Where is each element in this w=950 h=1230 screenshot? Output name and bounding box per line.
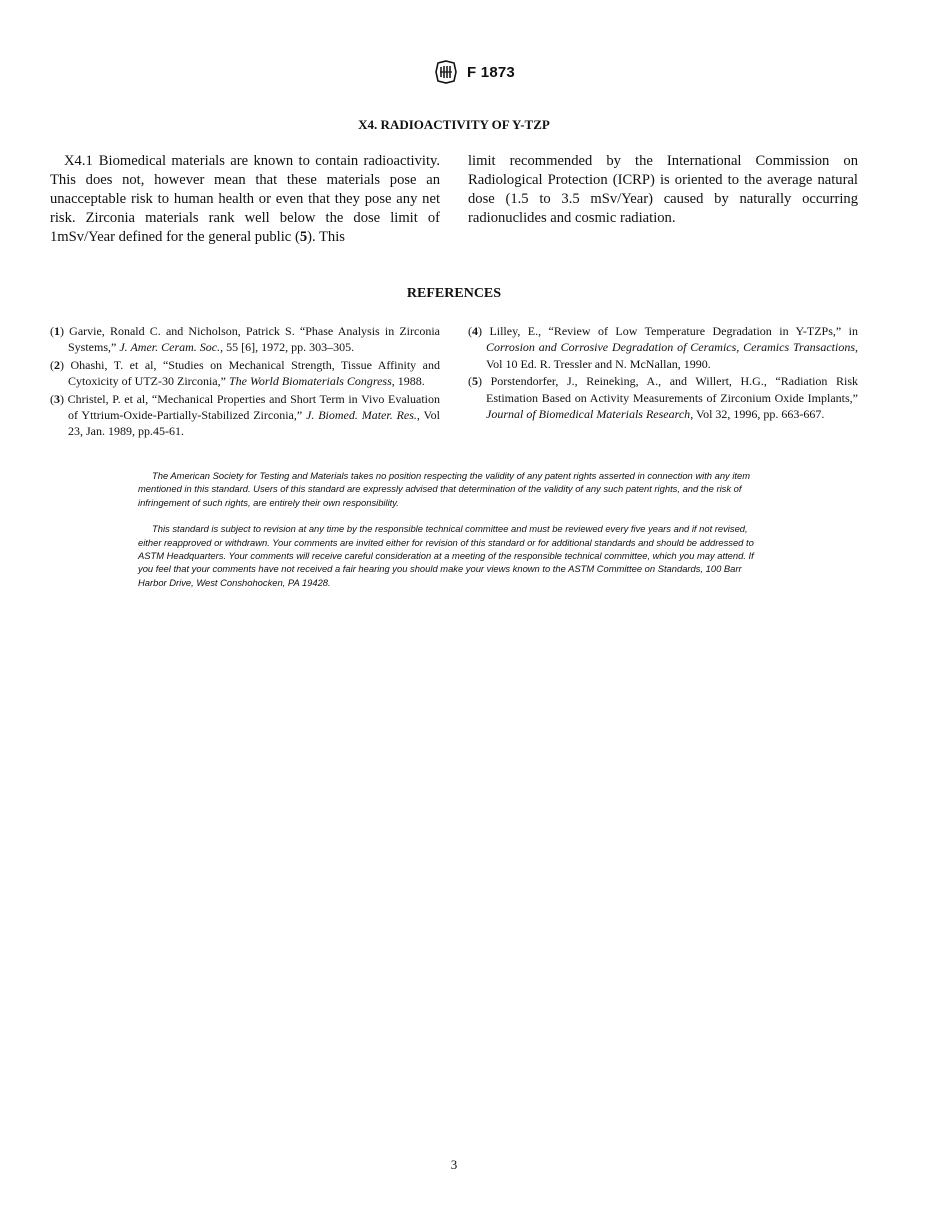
- body-column-left: [50, 152, 440, 247]
- reference-number: 3: [54, 391, 60, 406]
- references-column-right: [468, 323, 858, 423]
- reference-number: 4: [472, 324, 478, 338]
- paragraph-text-left: Biomedical materials are known to contain radioactivity. This does not, however mean that these materials pose an unacceptable risk to human health or even that they pose any net risk. Zirconia materials rank well below the dose limit of 1mSv/Year defined for the general public: [50, 153, 440, 245]
- reference-source: J. Amer. Ceram. Soc.: [119, 340, 221, 355]
- reference-number: 2: [54, 357, 60, 372]
- reference-item: (3) Christel, P. et al, “Mechanical Properties and Short Term in Vivo Evaluation of Yttrium-Oxide-Partially-Stabilized Zirconia,” J. Biomed. Mater. Res., Vol 23, Jan. 1989, pp.45-61.: [50, 391, 440, 439]
- paragraph-text-right: limit recommended by the International Commission on Radiological Protection (ICRP) is oriented to the average natural dose (1.5 to 3.5 mSv/Year) caused by naturally occurring radionuclides and cosmic radiation.: [468, 153, 858, 226]
- ref-close: ). This: [307, 229, 345, 245]
- patent-notice: The American Society for Testing and Materials takes no position respecting the validity of any patent rights asserted in connection with any item mentioned in this standard. Users of this standard are expressly advised that determination of the validity of any such patent rights, and the risk of infringement of such rights, are entirely their own responsibility.: [138, 470, 751, 508]
- references-column-left: [50, 323, 440, 441]
- reference-source: The World Biomaterials Congress: [228, 374, 392, 389]
- document-header: [0, 60, 950, 84]
- reference-text: Garvie, Ronald C. and Nicholson, Patrick S. “Phase Analysis in Zirconia Systems,”: [68, 324, 440, 355]
- reference-text: Lilley, E., “Review of Low Temperature Degradation in Y-TZPs,” in: [489, 324, 858, 338]
- revision-notice: This standard is subject to revision at any time by the responsible technical committee and must be reviewed every five years and if not revised, either reapproved or withdrawn. Your comments are invited either for revision of this standard or for additional standards and should be addressed to ASTM Headquarters. Your comments will receive careful consideration at a meeting of the responsible technical committee, which you may attend. If you feel that your comments have not received a fair hearing you should make your views known to the ASTM Committee on Standards, 100 Barr Harbor Drive, West Conshohocken, PA 19428.: [138, 523, 754, 588]
- reference-details: , Vol 32, 1996, pp. 663-667.: [690, 407, 825, 422]
- reference-details: , 55 [6], 1972, pp. 303–305.: [220, 340, 355, 355]
- reference-item: (2) Ohashi, T. et al, “Studies on Mechanical Strength, Tissue Affinity and Cytoxicity of UTZ-30 Zirconia,” The World Biomaterials Congress, 1988.: [50, 357, 440, 389]
- references-title: REFERENCES: [406, 286, 502, 301]
- astm-logo-icon: [435, 60, 457, 84]
- body-column-right: [468, 152, 858, 228]
- reference-details: , Vol 23, Jan. 1989, pp.45-61.: [68, 408, 440, 439]
- ref-open: (: [294, 229, 300, 245]
- standard-designation: F 1873: [467, 63, 515, 81]
- reference-item: (4) Lilley, E., “Review of Low Temperature Degradation in Y-TZPs,” in Corrosion and Corrosive Degradation of Ceramics, Ceramics Transactions, Vol 10 Ed. R. Tressler and N. McNallan, 1990.: [468, 324, 858, 371]
- reference-item: (5) Porstendorfer, J., Reineking, A., and Willert, H.G., “Radiation Risk Estimation Based on Activity Measurements of Zirconium Oxide Implants,” Journal of Biomedical Materials Research, Vol 32, 1996, pp. 663-667.: [468, 374, 858, 422]
- reference-item: (1) Garvie, Ronald C. and Nicholson, Patrick S. “Phase Analysis in Zirconia Systems,” J. Amer. Ceram. Soc., 55 [6], 1972, pp. 303–305.: [50, 324, 440, 355]
- reference-text: Porstendorfer, J., Reineking, A., and Willert, H.G., “Radiation Risk Estimation Based on Activity Measurements of Zirconium Oxide Implants,”: [486, 374, 858, 405]
- reference-details: , 1988.: [391, 374, 425, 389]
- reference-details: , Vol 10 Ed. R. Tressler and N. McNallan, 1990.: [486, 340, 858, 371]
- reference-number: 5: [472, 374, 478, 389]
- reference-source: Corrosion and Corrosive Degradation of Ceramics, Ceramics Transactions: [486, 340, 855, 355]
- reference-text: Ohashi, T. et al, “Studies on Mechanical Strength, Tissue Affinity and Cytoxicity of UTZ-30 Zirconia,”: [68, 357, 440, 389]
- legal-notices: [138, 469, 771, 602]
- section-title: X4. RADIOACTIVITY OF Y-TZP: [358, 117, 550, 132]
- reference-text: Christel, P. et al, “Mechanical Properties and Short Term in Vivo Evaluation of Yttrium-Oxide-Partially-Stabilized Zirconia,”: [67, 391, 440, 423]
- reference-source: J. Biomed. Mater. Res.: [306, 408, 417, 423]
- reference-source: Journal of Biomedical Materials Research: [486, 407, 691, 422]
- ref-citation: 5: [299, 229, 308, 245]
- reference-number: 1: [54, 324, 60, 338]
- paragraph-label: X4.1: [64, 153, 93, 169]
- page-number: 3: [450, 1157, 458, 1172]
